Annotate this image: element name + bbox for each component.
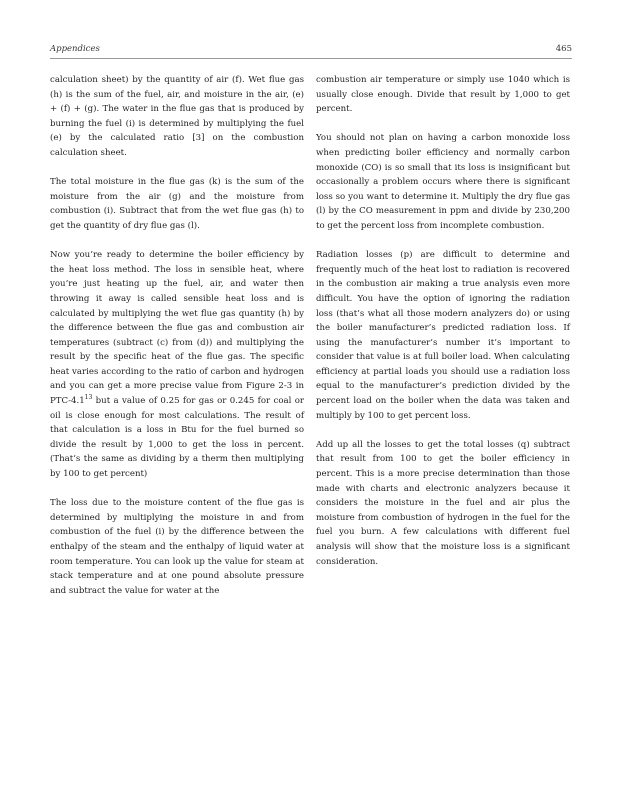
right-column: [316, 73, 570, 584]
left-paragraph-3-text-a: Now you’re ready to determine the boiler efficiency by the heat loss method. The loss in sensible heat, where you’re just heating up the fuel, air, and water then throwing it away is called sensible heat loss and is calculated by multiplying the wet flue gas quantity (h) by the difference between the flue gas and combustion air temperatures (subtract (c) from (d)) and multiplying the result by the specific heat of the flue gas. The specific heat varies according to the ratio of carbon and hydrogen and you can get a more precise value from Figure 2-3 in PTC-4.1: [50, 250, 304, 407]
right-paragraph-2: You should not plan on having a carbon monoxide loss when predicting boiler efficiency and normally carbon monoxide (CO) is so small that its loss is insignificant but occasionally a problem occurs where there is significant loss so you want to determine it. Multiply the dry flue gas (l) by the CO measurement in ppm and divide by 230,200 to get the percent loss from incomplete combustion.: [316, 133, 570, 231]
right-paragraph-4: Add up all the losses to get the total losses (q) subtract that result from 100 to get the boiler efficiency in percent. This is a more precise determination than those made with charts and electronic analyzers because it considers the moisture in the fuel and air plus the moisture from combustion of hydrogen in the fuel for the fuel you burn. A few calculations with different fuel analysis will show that the moisture loss is a significant consideration.: [316, 439, 570, 567]
page-header: [50, 42, 572, 59]
left-paragraph-3-text-b: but a value of 0.25 for gas or 0.245 for coal or oil is close enough for most calculations. The result of that calculation is a loss in Btu for the fuel burned so divide the result by 1,000 to get the loss in percent. (That’s the same as dividing by a therm then multiplying by 100 to get percent): [50, 396, 304, 480]
left-paragraph-1: calculation sheet) by the quantity of air (f). Wet flue gas (h) is the sum of the fuel, air, and moisture in the air, (e) + (f) + (g). The water in the flue gas that is produced by burning the fuel (i) is determined by multiplying the fuel (e) by the calculated ratio [3] on the combustion calculation sheet.: [50, 75, 304, 158]
left-paragraph-3: [50, 248, 304, 482]
right-paragraph-1: combustion air temperature or simply use 1040 which is usually close enough. Divide that result by 1,000 to get percent.: [316, 75, 570, 115]
running-header-section: Appendices: [50, 44, 100, 54]
left-paragraph-2: The total moisture in the flue gas (k) is the sum of the moisture from the air (g) and the moisture from combustion (i). Subtract that from the wet flue gas (h) to get the quantity of dry flue gas (l).: [50, 177, 304, 231]
page-number: 465: [555, 44, 572, 54]
footnote-reference: 13: [84, 394, 93, 402]
left-column: [50, 73, 304, 613]
left-paragraph-4: The loss due to the moisture content of the flue gas is determined by multiplying the moisture in and from combustion of the fuel (i) by the difference between the enthalpy of the steam and the enthalpy of liquid water at room temperature. You can look up the value for steam at stack temperature and at one pound absolute pressure and subtract the value for water at the: [50, 498, 304, 596]
right-paragraph-3: Radiation losses (p) are difficult to determine and frequently much of the heat lost to radiation is recovered in the combustion air making a true analysis even more difficult. You have the option of ignoring the radiation loss (that’s what all those modern analyzers do) or using the boiler manufacturer’s predicted radiation loss. If using the manufacturer’s number it’s important to consider that value is at full boiler load. When calculating efficiency at partial loads you should use a radiation loss equal to the manufacturer’s prediction divided by the percent load on the boiler when the data was taken and multiply by 100 to get percent loss.: [316, 250, 570, 421]
